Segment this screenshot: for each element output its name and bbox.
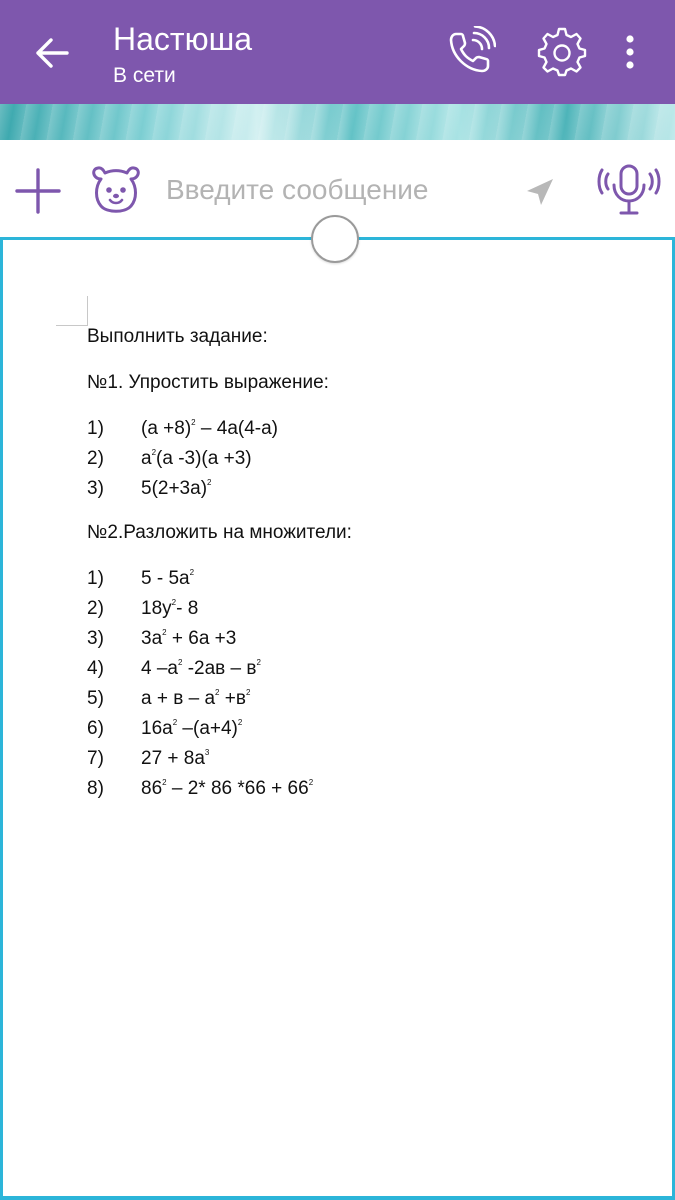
task2-heading: №2.Разложить на множители: bbox=[87, 522, 352, 543]
send-arrow-icon bbox=[523, 175, 557, 209]
arrow-left-icon bbox=[35, 38, 69, 68]
contact-info[interactable] bbox=[113, 20, 252, 90]
call-button[interactable] bbox=[444, 26, 496, 78]
gear-icon bbox=[537, 27, 587, 77]
chat-wallpaper bbox=[0, 104, 675, 140]
message-input[interactable] bbox=[160, 164, 522, 216]
list-item: 3) $5(2+3а)^2$ bbox=[87, 478, 212, 499]
send-button[interactable] bbox=[520, 172, 560, 212]
list-item: 4) 4 $-а^2$ $-2ав - в^2$ bbox=[87, 658, 261, 679]
microphone-icon bbox=[597, 163, 661, 217]
page-corner-mark bbox=[56, 296, 88, 326]
contact-status: В сети bbox=[113, 64, 176, 87]
phone-call-icon bbox=[444, 26, 496, 78]
list-item: 2) $18у^2-$ 8 bbox=[87, 598, 199, 619]
more-menu-button[interactable] bbox=[604, 26, 656, 78]
list-item: 2) $а^2(а$ -3)(а +3) bbox=[87, 448, 252, 469]
list-item: 8) $86^2 - 2*$ 86 $*66 + 66^2$ bbox=[87, 778, 314, 799]
list-item: 3) $3а^2 + 6а +3$ bbox=[87, 628, 237, 649]
document-title: Выполнить задание: bbox=[87, 326, 268, 347]
list-item: 1) $5 - 5а^2$ bbox=[87, 568, 195, 589]
panel-drag-handle[interactable] bbox=[311, 215, 359, 263]
document-content bbox=[87, 322, 627, 804]
plus-icon bbox=[15, 168, 61, 214]
contact-name: Настюша bbox=[113, 21, 253, 57]
bear-sticker-icon bbox=[89, 165, 143, 215]
list-item: 5) $а + в - а^2 +в^2$ bbox=[87, 688, 251, 709]
task1-list bbox=[87, 414, 627, 504]
sticker-button[interactable] bbox=[88, 164, 144, 216]
list-item: 6) $16а^2$ $-(а+4)^2$ bbox=[87, 718, 243, 739]
task1-heading: №1. Упростить выражение: bbox=[87, 372, 329, 393]
list-item: 7) $27 + 8а^3$ bbox=[87, 748, 210, 769]
attach-button[interactable] bbox=[14, 167, 62, 215]
chat-header bbox=[0, 0, 675, 104]
back-button[interactable] bbox=[28, 30, 76, 76]
list-item: 1) $(а +8)^2 - 4а(4-а)$ bbox=[87, 418, 278, 439]
task2-list bbox=[87, 564, 627, 804]
settings-button[interactable] bbox=[536, 26, 588, 78]
voice-message-button[interactable] bbox=[596, 162, 662, 218]
more-vertical-icon bbox=[624, 34, 636, 70]
